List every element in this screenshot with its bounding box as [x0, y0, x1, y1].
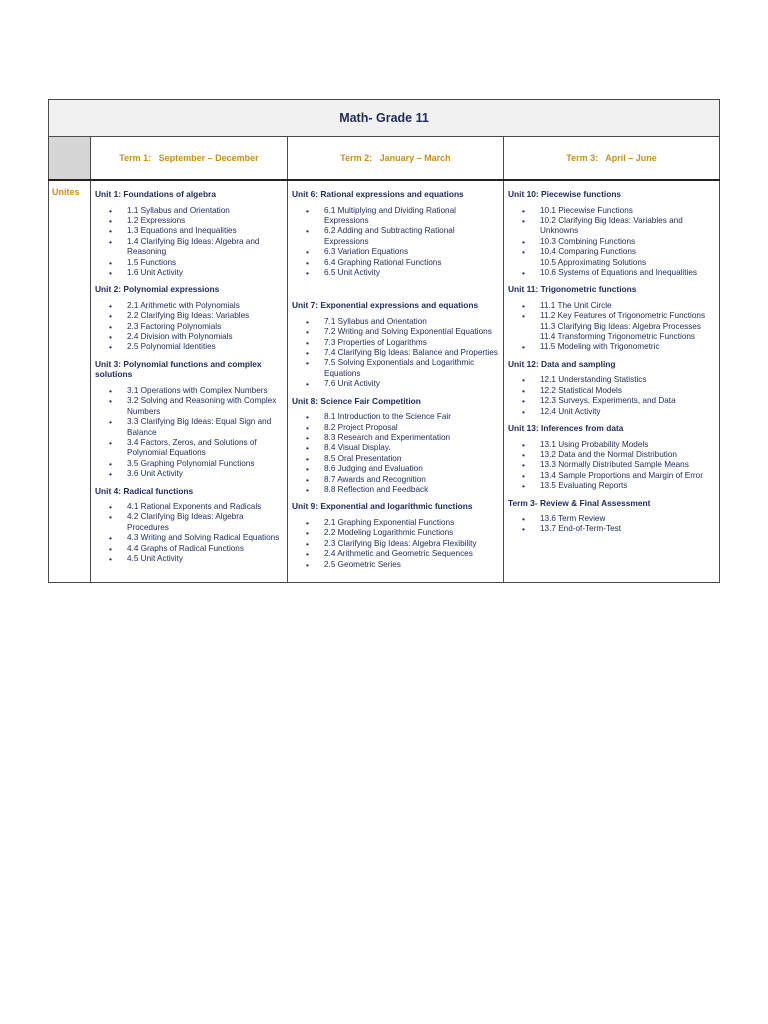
- unit-title: Unit 12: Data and sampling: [508, 358, 616, 369]
- lesson-item: • 6.2 Adding and Subtracting Rational Expressions: [324, 226, 499, 247]
- lesson-item: • 11.2 Key Features of Trigonometric Functions: [540, 311, 715, 321]
- corner-cell: [49, 137, 91, 181]
- lesson-item: • 13.7 End-of-Term-Test: [540, 524, 715, 534]
- lesson-item: • 8.8 Reflection and Feedback: [324, 485, 499, 495]
- units-row-label: Unites: [49, 180, 91, 582]
- lesson-item: 10.5 Approximating Solutions: [540, 257, 647, 267]
- lesson-item: • 13.2 Data and the Normal Distribution: [540, 450, 715, 460]
- lesson-item: • 11.5 Modeling with Trigonometric: [540, 342, 715, 352]
- lesson-item: • 13.1 Using Probability Models: [540, 440, 715, 450]
- lesson-item: 11.3 Clarifying Big Ideas: Algebra Processes: [540, 321, 701, 331]
- lesson-item: • 13.5 Evaluating Reports: [540, 481, 715, 491]
- lesson-item: • 1.4 Clarifying Big Ideas: Algebra and Reasoning: [127, 237, 283, 258]
- unit-title: Unit 10: Piecewise functions: [508, 189, 622, 199]
- lesson-item: • 10.2 Clarifying Big Ideas: Variables and Unknowns: [540, 216, 715, 237]
- lesson-item: • 6.4 Graphing Rational Functions: [324, 258, 499, 268]
- lesson-item: • 3.1 Operations with Complex Numbers: [127, 386, 283, 396]
- lesson-item: • 10.4 Comparing Functions: [540, 247, 715, 257]
- lesson-item: • 2.4 Division with Polynomials: [127, 332, 283, 342]
- unit-title: Unit 9: Exponential and logarithmic functions: [292, 501, 473, 512]
- lesson-list: [95, 386, 283, 480]
- lesson-item: • 4.3 Writing and Solving Radical Equations: [127, 533, 283, 543]
- lesson-item: • 13.6 Term Review: [540, 514, 715, 524]
- lesson-list: [292, 412, 499, 495]
- lesson-item: • 3.2 Solving and Reasoning with Complex Numbers: [127, 396, 283, 417]
- lesson-list: [508, 206, 715, 279]
- unit-title: Unit 3: Polynomial functions and complex solutions: [95, 358, 262, 380]
- lesson-item: • 4.2 Clarifying Big Ideas: Algebra Procedures: [127, 512, 283, 533]
- lesson-item: 11.4 Transforming Trigonometric Functions: [540, 332, 696, 342]
- lesson-item: • 8.3 Research and Experimentation: [324, 433, 499, 443]
- lesson-item: • 3.5 Graphing Polynomial Functions: [127, 459, 283, 469]
- lesson-item: • 8.1 Introduction to the Science Fair: [324, 412, 499, 422]
- lesson-list: [508, 301, 715, 353]
- lesson-item: • 2.3 Factoring Polynomials: [127, 322, 283, 332]
- lesson-list: [292, 518, 499, 570]
- lesson-item: • 2.5 Polynomial Identities: [127, 342, 283, 352]
- lesson-item: • 2.5 Geometric Series: [324, 560, 499, 570]
- unit-title: Unit 11: Trigonometric functions: [508, 284, 637, 295]
- lesson-item: • 8.4 Visual Display.: [324, 443, 499, 453]
- lesson-item: • 1.1 Syllabus and Orientation: [127, 206, 283, 216]
- lesson-list: [292, 206, 499, 279]
- lesson-item: • 13.4 Sample Proportions and Margin of Error: [540, 471, 715, 481]
- unit-title: Term 3- Review & Final Assessment: [508, 497, 651, 508]
- lesson-list: [508, 440, 715, 492]
- lesson-item: • 7.4 Clarifying Big Ideas: Balance and Properties: [324, 348, 499, 358]
- lesson-item: • 6.5 Unit Activity: [324, 268, 499, 278]
- lesson-item: • 3.3 Clarifying Big Ideas: Equal Sign and Balance: [127, 417, 283, 438]
- lesson-item: • 7.1 Syllabus and Orientation: [324, 317, 499, 327]
- lesson-list: [292, 317, 499, 390]
- lesson-item: • 3.4 Factors, Zeros, and Solutions of Polynomial Equations: [127, 438, 283, 459]
- lesson-item: • 1.2 Expressions: [127, 216, 283, 226]
- term-1-units: [91, 180, 288, 582]
- lesson-item: • 4.4 Graphs of Radical Functions: [127, 544, 283, 554]
- lesson-list: [508, 375, 715, 417]
- lesson-item: • 6.1 Multiplying and Dividing Rational Expressions: [324, 206, 499, 227]
- term-header-1: Term 1: September – December: [91, 137, 288, 181]
- lesson-item: • 1.3 Equations and Inequalities: [127, 226, 283, 236]
- lesson-list: [508, 514, 715, 535]
- term-header-3: Term 3: April – June: [504, 137, 720, 181]
- lesson-item: • 12.2 Statistical Models: [540, 386, 715, 396]
- lesson-item: • 7.6 Unit Activity: [324, 379, 499, 389]
- unit-title: Unit 6: Rational expressions and equations: [292, 189, 464, 199]
- lesson-item: • 7.3 Properties of Logarithms: [324, 338, 499, 348]
- unit-title: Unit 7: Exponential expressions and equations: [292, 300, 479, 311]
- lesson-item: • 4.1 Rational Exponents and Radicals: [127, 502, 283, 512]
- lesson-item: • 8.7 Awards and Recognition: [324, 475, 499, 485]
- lesson-item: • 1.6 Unit Activity: [127, 268, 283, 278]
- unit-title: Unit 8: Science Fair Competition: [292, 395, 421, 406]
- lesson-item: • 12.4 Unit Activity: [540, 407, 715, 417]
- lesson-item: • 4.5 Unit Activity: [127, 554, 283, 564]
- unit-title: Unit 1: Foundations of algebra: [95, 189, 216, 199]
- term-3-units: [504, 180, 720, 582]
- lesson-item: • 2.1 Graphing Exponential Functions: [324, 518, 499, 528]
- unit-title: Unit 4: Radical functions: [95, 485, 194, 496]
- lesson-item: • 3.6 Unit Activity: [127, 469, 283, 479]
- lesson-item: • 2.1 Arithmetic with Polynomials: [127, 301, 283, 311]
- curriculum-table: [48, 99, 720, 583]
- lesson-item: • 7.2 Writing and Solving Exponential Equations: [324, 327, 499, 337]
- lesson-list: [95, 301, 283, 353]
- lesson-item: • 6.3 Variation Equations: [324, 247, 499, 257]
- page-title: Math- Grade 11: [49, 100, 720, 137]
- lesson-list: [95, 502, 283, 564]
- lesson-item: • 12.1 Understanding Statistics: [540, 375, 715, 385]
- lesson-item: • 2.2 Clarifying Big Ideas: Variables: [127, 311, 283, 321]
- lesson-item: • 7.5 Solving Exponentials and Logarithmic Equations: [324, 358, 499, 379]
- lesson-item: • 2.2 Modeling Logarithmic Functions: [324, 528, 499, 538]
- lesson-item: • 2.4 Arithmetic and Geometric Sequences: [324, 549, 499, 559]
- unit-title: Unit 13: Inferences from data: [508, 423, 624, 433]
- lesson-item: • 8.2 Project Proposal: [324, 423, 499, 433]
- lesson-item: • 11.1 The Unit Circle: [540, 301, 715, 311]
- lesson-item: • 1.5 Functions: [127, 258, 283, 268]
- lesson-item: • 8.5 Oral Presentation: [324, 454, 499, 464]
- term-header-2: Term 2: January – March: [288, 137, 504, 181]
- lesson-item: • 13.3 Normally Distributed Sample Means: [540, 460, 715, 470]
- lesson-item: • 8.6 Judging and Evaluation: [324, 464, 499, 474]
- lesson-item: • 10.6 Systems of Equations and Inequalities: [540, 268, 715, 278]
- lesson-item: • 10.3 Combining Functions: [540, 237, 715, 247]
- lesson-list: [95, 206, 283, 279]
- unit-title: Unit 2: Polynomial expressions: [95, 284, 220, 295]
- lesson-item: • 10.1 Piecewise Functions: [540, 206, 715, 216]
- term-2-units: [288, 180, 504, 582]
- lesson-item: • 2.3 Clarifying Big Ideas: Algebra Flexibility: [324, 539, 499, 549]
- lesson-item: • 12.3 Surveys, Experiments, and Data: [540, 396, 715, 406]
